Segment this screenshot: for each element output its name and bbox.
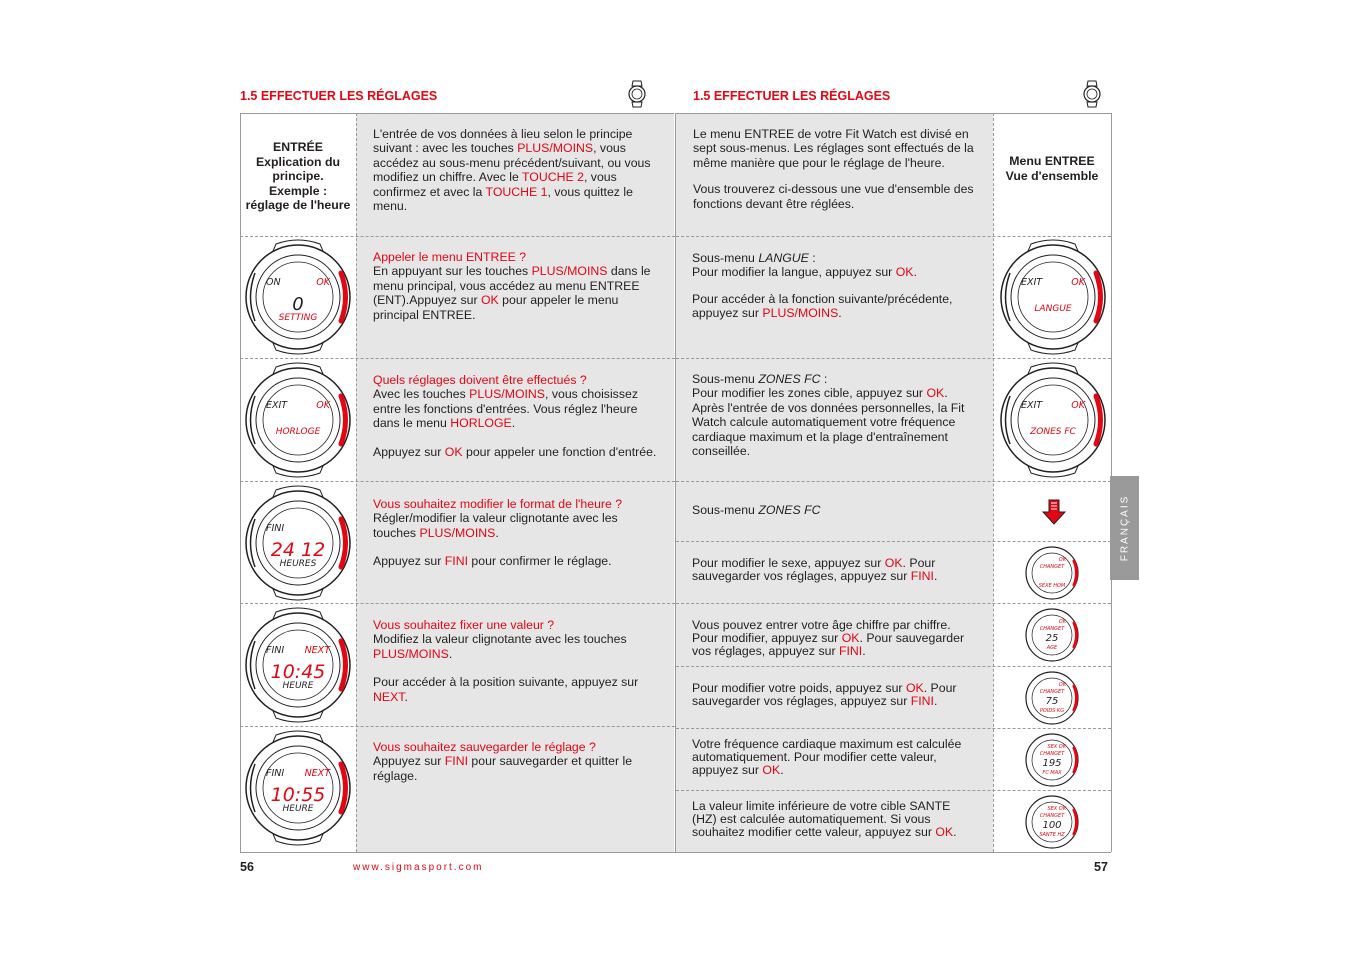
- submenu-block: [692, 738, 977, 777]
- watch-display-value: 0: [292, 294, 304, 315]
- instruction-block: [373, 497, 658, 569]
- watch-display-label: OK: [1071, 400, 1085, 411]
- intro-label: [240, 140, 356, 213]
- watch-display-label: OK: [1058, 682, 1066, 688]
- watch-display-label: CHANGET: [1039, 689, 1065, 695]
- watch-display-label: FINI: [266, 523, 285, 534]
- instruction-block: [373, 373, 658, 459]
- intro-label-line: ENTRÉE: [273, 140, 323, 154]
- instruction-block: [373, 740, 658, 783]
- watch-display-label: CHANGET: [1039, 626, 1065, 632]
- watch-display-label: EXIT: [1021, 400, 1043, 411]
- watch-display-label: SEXE HOM: [1038, 583, 1066, 589]
- watch-display-label: FINI: [266, 768, 285, 779]
- page-number-left: 56: [240, 860, 254, 874]
- watch-display-label: OK: [316, 400, 330, 411]
- overview-label-line: Menu ENTREE: [1009, 154, 1095, 168]
- submenu-paragraph: Sous-menu LANGUE : Pour modifier la langue, appuyez sur OK.: [692, 251, 917, 280]
- intro-label-line: Exemple :: [268, 183, 328, 198]
- watch-display-label: ZONES FC: [1030, 427, 1076, 437]
- watch-display: [997, 238, 1109, 356]
- submenu-paragraph: Sous-menu ZONES FC: [692, 503, 821, 517]
- instruction-title: Appeler le menu ENTREE ?: [373, 250, 527, 264]
- watch-display: [997, 361, 1109, 479]
- watch-display-value: 195: [1042, 758, 1062, 769]
- watch-display-label: OK: [316, 277, 330, 288]
- watch-display-label: EXIT: [266, 400, 288, 411]
- arrow-down-icon: [1042, 499, 1066, 525]
- language-tab-label: FRANÇAIS: [1119, 494, 1130, 562]
- submenu-paragraph: Votre fréquence cardiaque maximum est calculée automatiquement. Pour modifier cette valeur, appuyez sur OK.: [692, 737, 962, 777]
- watch-display-small: [1024, 669, 1080, 727]
- intro-label-line: réglage de l'heure: [245, 198, 351, 213]
- intro-label-line: Explication du: [255, 154, 341, 169]
- page-number-right: 57: [1094, 860, 1108, 874]
- instruction-title: Vous souhaitez modifier le format de l'heure ?: [373, 497, 623, 511]
- watch-display-label: OK: [1071, 277, 1085, 288]
- instruction-title: Quels réglages doivent être effectués ?: [373, 373, 587, 387]
- watch-display: [242, 729, 354, 847]
- watch-display-label: HEURE: [282, 804, 314, 814]
- watch-display-label: AGE: [1046, 645, 1058, 651]
- instruction-paragraph: Pour accéder à la position suivante, appuyez sur NEXT.: [373, 675, 639, 704]
- instruction-paragraph: Régler/modifier la valeur clignotante avec les touches PLUS/MOINS.: [373, 511, 618, 540]
- instruction-block: [373, 250, 658, 322]
- intro-label-line: principe.: [272, 169, 324, 184]
- instruction-paragraph: Modifiez la valeur clignotante avec les touches PLUS/MOINS.: [373, 632, 627, 661]
- submenu-block: [692, 619, 977, 658]
- watch-display-small: [1024, 544, 1080, 602]
- watch-display-label: EXIT: [1021, 277, 1043, 288]
- submenu-block: [692, 251, 977, 321]
- website-link[interactable]: www.sigmasport.com: [353, 862, 484, 873]
- overview-text: [693, 127, 976, 211]
- watch-display-small: [1024, 731, 1080, 789]
- watch-display-label: CHANGET: [1039, 751, 1065, 757]
- watch-display-label: HEURE: [282, 681, 314, 691]
- watch-display-value: 10:45: [270, 661, 326, 683]
- watch-display-label: FINI: [266, 645, 285, 656]
- watch-display-label: HEURES: [279, 559, 317, 569]
- watch-display-value: 25: [1045, 633, 1059, 644]
- submenu-paragraph: La valeur limite inférieure de votre cible SANTE (HZ) est calculée automatiquement. Si vous souhaitez modifier cette valeur, appuyez sur OK.: [692, 799, 957, 839]
- language-tab[interactable]: [1110, 476, 1139, 580]
- watch-display-label: LANGUE: [1034, 304, 1072, 314]
- watch-display-label: OK: [1058, 619, 1066, 625]
- watch-display-label: FC MAX: [1042, 770, 1062, 776]
- watch-icon: [628, 80, 646, 108]
- overview-paragraph: Vous trouverez ci-dessous une vue d'ensemble des fonctions devant être réglées.: [693, 182, 974, 211]
- watch-display-label: SETTING: [278, 313, 318, 323]
- right-page-header: 1.5 EFFECTUER LES RÉGLAGES: [693, 89, 891, 103]
- watch-display: [242, 484, 354, 602]
- instruction-paragraph: En appuyant sur les touches PLUS/MOINS dans le menu principal, vous accédez au menu ENTREE (ENT).Appuyez sur OK pour appeler le menu principal ENTREE.: [373, 264, 651, 322]
- watch-display: [242, 606, 354, 724]
- intro-paragraph: L'entrée de vos données à lieu selon le principe suivant : avec les touches PLUS/MOINS, vous accédez au sous-menu précédent/suivant, ou vous modifiez un chiffre. Avec le TOUCHE 2, vous confirmez et avec la TOUCHE 1, vous quittez le menu.: [373, 127, 651, 214]
- submenu-block: [692, 372, 977, 470]
- watch-display-label: SEX OK: [1047, 744, 1066, 750]
- instruction-title: Vous souhaitez sauvegarder le réglage ?: [373, 740, 596, 754]
- watch-icon: [1083, 80, 1101, 108]
- intro-text: [373, 127, 658, 213]
- watch-display-value: 10:55: [270, 784, 326, 806]
- instruction-paragraph: Avec les touches PLUS/MOINS, vous choisissez entre les fonctions d'entrées. Vous réglez l'heure dans le menu HORLOGE.: [373, 387, 638, 431]
- watch-display-label: NEXT: [304, 768, 330, 779]
- submenu-paragraph: Pour accéder à la fonction suivante/précédente, appuyez sur PLUS/MOINS.: [692, 291, 953, 321]
- watch-display-label: SEX OK: [1047, 806, 1066, 812]
- watch-display-label: HORLOGE: [275, 427, 321, 437]
- watch-display-value: 24 12: [270, 539, 326, 561]
- watch-display-label: POIDS KG: [1039, 708, 1065, 714]
- watch-display-small: [1024, 793, 1080, 851]
- watch-display-label: CHANGET: [1039, 813, 1065, 819]
- submenu-paragraph: Vous pouvez entrer votre âge chiffre par chiffre. Pour modifier, appuyez sur OK. Pour sauvegarder vos réglages, appuyez sur FINI.: [692, 618, 965, 658]
- instruction-paragraph: Appuyez sur OK pour appeler une fonction d'entrée.: [373, 444, 657, 459]
- watch-display-label: CHANGET: [1039, 564, 1065, 570]
- watch-display-label: NEXT: [304, 645, 330, 656]
- submenu-paragraph: Sous-menu ZONES FC : Pour modifier les zones cible, appuyez sur OK. Après l'entrée de vos données personnelles, la Fit Watch calcule automatiquement votre fréquence cardiaque maximum et la plage d'entraînement conseillée.: [692, 372, 965, 459]
- watch-display-label: OK: [1058, 557, 1066, 563]
- submenu-block: [692, 682, 977, 708]
- watch-display-small: [1024, 606, 1080, 664]
- instruction-title: Vous souhaitez fixer une valeur ?: [373, 618, 555, 632]
- submenu-block: [692, 503, 977, 517]
- submenu-block: [692, 800, 977, 839]
- instruction-paragraph: Appuyez sur FINI pour sauvegarder et quitter le réglage.: [373, 754, 633, 783]
- submenu-block: [692, 557, 977, 583]
- watch-display: [242, 361, 354, 479]
- watch-display-value: 100: [1042, 820, 1062, 831]
- submenu-paragraph: Pour modifier votre poids, appuyez sur OK. Pour sauvegarder vos réglages, appuyez sur FINI.: [692, 681, 957, 708]
- instruction-block: [373, 618, 658, 704]
- watch-display-label: ON: [266, 277, 281, 288]
- overview-label: [993, 154, 1111, 183]
- watch-display-label: SANTE HZ: [1039, 832, 1065, 838]
- submenu-paragraph: Pour modifier le sexe, appuyez sur OK. Pour sauvegarder vos réglages, appuyez sur FINI.: [692, 556, 938, 583]
- left-page-header: 1.5 EFFECTUER LES RÉGLAGES: [240, 89, 438, 103]
- watch-display-value: 75: [1045, 696, 1059, 707]
- instruction-paragraph: Appuyez sur FINI pour confirmer le réglage.: [373, 554, 612, 569]
- overview-paragraph: Le menu ENTREE de votre Fit Watch est divisé en sept sous-menus. Les réglages sont effectués de la même manière que pour le réglage de l'heure.: [693, 127, 974, 170]
- overview-label-line: Vue d'ensemble: [1005, 168, 1099, 183]
- watch-display: [242, 238, 354, 356]
